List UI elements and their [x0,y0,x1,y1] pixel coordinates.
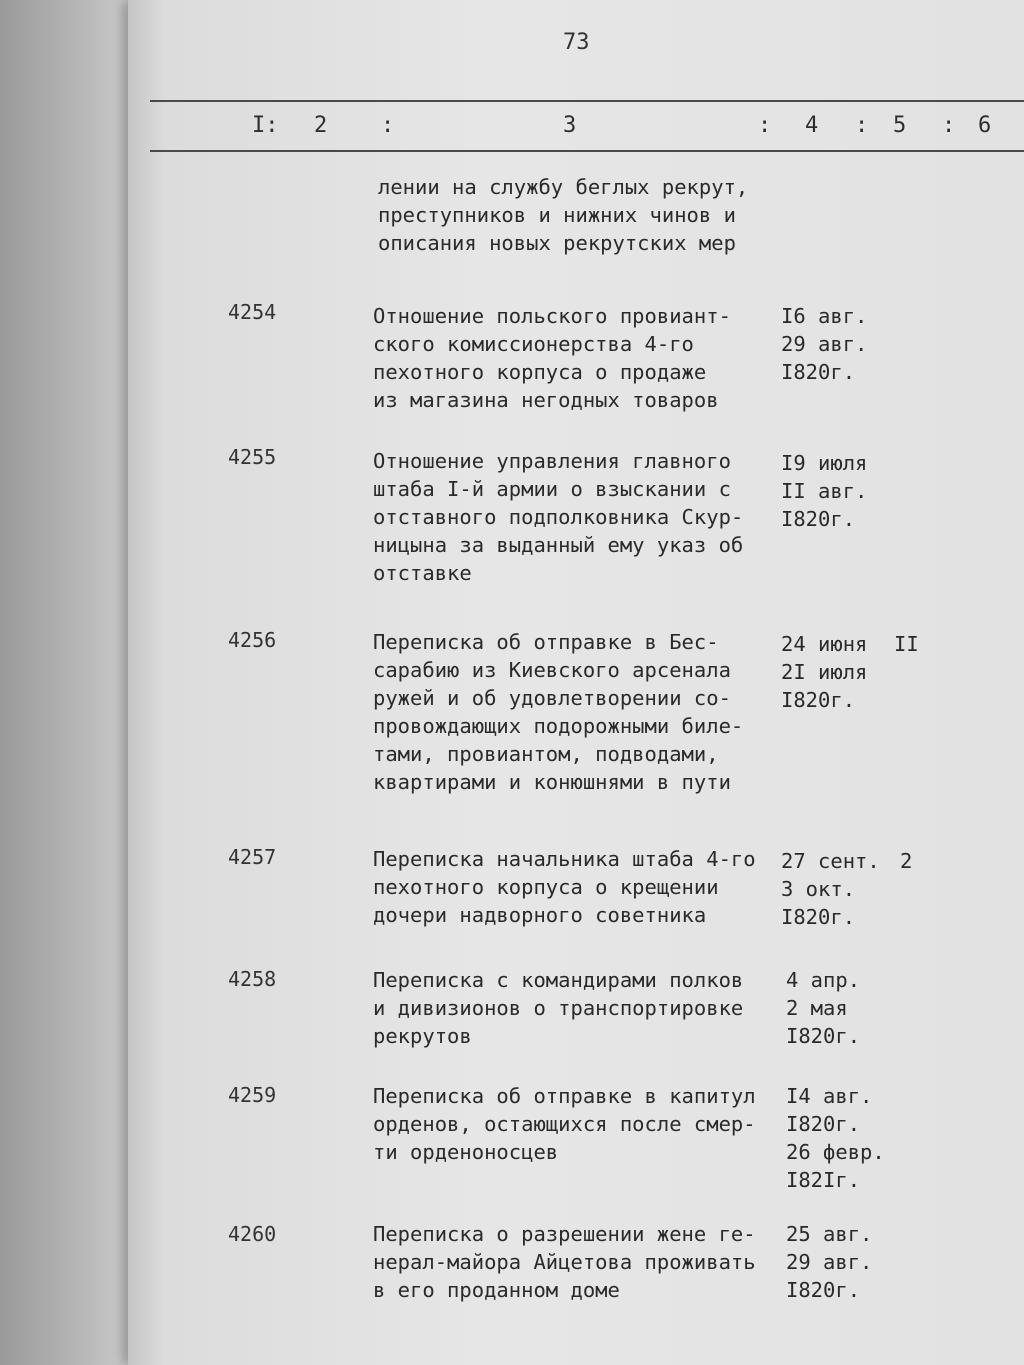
date-line: I82Iг. [786,1168,861,1192]
date-line: I820г. [786,1024,861,1048]
text-line: квартирами и конюшнями в пути [373,770,731,794]
date-line: 4 апр. [786,968,861,992]
text-line: орденов, остающихся после смер- [373,1112,756,1136]
record-description [373,628,773,796]
text-line: рекрутов [373,1024,472,1048]
record-dates [781,449,901,533]
text-line: пехотного корпуса о крещении [373,875,719,899]
record-number: 4259 [228,1083,277,1107]
text-line: отставного подполковника Скур- [373,505,744,529]
text-line: тами, провиантом, подводами, [373,742,719,766]
column-header-6: 6 [978,113,992,138]
date-line: 2 мая [786,996,848,1020]
text-line: отставке [373,561,472,585]
record-sheets: 2 [900,849,913,873]
text-line: Переписка об отправке в капитул [373,1084,756,1108]
record-dates [786,966,906,1050]
text-line: нерал-майора Айцетова проживать [373,1250,756,1274]
header-rule-top [150,100,1024,102]
text-line: из магазина негодных товаров [373,388,719,412]
record-number: 4256 [228,628,277,652]
date-line: 26 февр. [786,1140,885,1164]
text-line: Переписка с командирами полков [373,968,744,992]
text-line: пехотного корпуса о продаже [373,360,707,384]
column-separator: : [942,113,956,138]
date-line: I820г. [786,1278,861,1302]
date-line: I6 авг. [781,304,868,328]
record-dates [781,630,901,714]
page-number: 73 [563,30,590,55]
text-line: Отношение польского провиант- [373,304,731,328]
text-line: Переписка о разрешении жене ге- [373,1222,756,1246]
date-line: I820г. [781,688,856,712]
date-line: I820г. [786,1112,861,1136]
record-dates [786,1082,906,1194]
column-separator: : [855,113,869,138]
text-line: ницына за выданный ему указ об [373,533,744,557]
record-dates [781,302,901,386]
text-line: провождающих подорожными биле- [373,714,744,738]
text-line: и дивизионов о транспортировке [373,996,744,1020]
column-header-1: I: [252,113,279,138]
text-line: описания новых рекрутских мер [378,231,736,255]
text-line: лении на службу беглых рекрут, [378,175,749,199]
record-sheets: II [894,632,919,656]
date-line: I820г. [781,360,856,384]
date-line: 29 авг. [786,1250,873,1274]
continuation-text [378,173,778,257]
text-line: сарабию из Киевского арсенала [373,658,731,682]
column-separator: : [758,113,772,138]
date-line: I9 июля [781,451,868,475]
column-header-3: 3 [563,113,577,138]
date-line: I4 авг. [786,1084,873,1108]
record-number: 4260 [228,1222,277,1246]
date-line: 24 июня [781,632,868,656]
record-dates [786,1220,906,1304]
record-number: 4255 [228,445,277,469]
record-description [373,447,773,587]
date-line: 25 авг. [786,1222,873,1246]
record-description [373,1220,773,1304]
date-line: 3 окт. [781,877,856,901]
text-line: преступников и нижних чинов и [378,203,736,227]
column-separator: : [381,113,395,138]
column-header-2: 2 [314,113,328,138]
text-line: Переписка об отправке в Бес- [373,630,719,654]
record-description [373,966,773,1050]
text-line: дочери надворного советника [373,903,707,927]
header-rule-bottom [150,150,1024,152]
record-description [373,302,773,414]
record-description [373,845,773,929]
record-number: 4258 [228,967,277,991]
date-line: 2I июля [781,660,868,684]
record-dates [781,847,901,931]
record-description [373,1082,773,1166]
text-line: ти орденоносцев [373,1140,559,1164]
record-number: 4254 [228,300,277,324]
date-line: I820г. [781,905,856,929]
column-header-4: 4 [805,113,819,138]
text-line: штаба I-й армии о взыскании с [373,477,731,501]
date-line: I820г. [781,507,856,531]
record-number: 4257 [228,845,277,869]
text-line: Переписка начальника штаба 4-го [373,847,756,871]
date-line: 27 сент. [781,849,880,873]
date-line: II авг. [781,479,868,503]
date-line: 29 авг. [781,332,868,356]
text-line: ского комиссионерства 4-го [373,332,694,356]
text-line: в его проданном доме [373,1278,620,1302]
text-line: ружей и об удовлетворении со- [373,686,731,710]
column-header-5: 5 [893,113,907,138]
text-line: Отношение управления главного [373,449,731,473]
